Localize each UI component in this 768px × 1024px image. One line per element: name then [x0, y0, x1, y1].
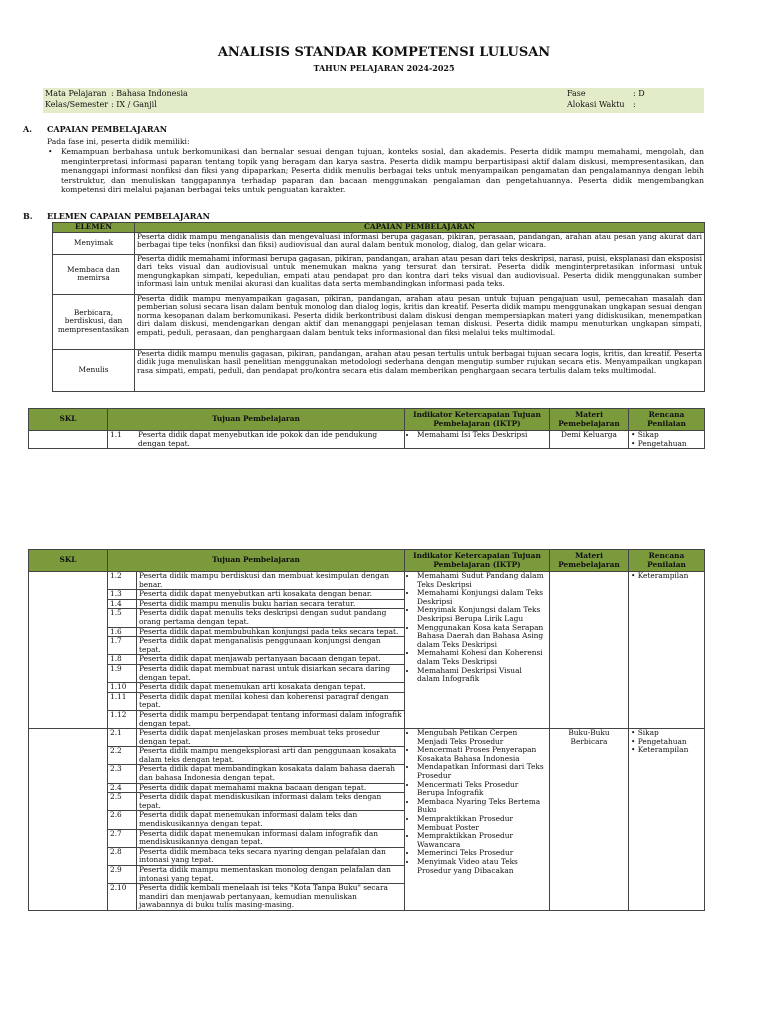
alokasi-label: Alokasi Waktu [567, 100, 625, 109]
tp-row [108, 747, 404, 765]
capaian-cell: Peserta didik mampu menganalisis dan mengevaluasi informasi berupa gagasan, pikiran, perasaan, pandangan, arahan atau pesan yang akurat dari berbagai tipe teks (nonfiksi dan fiksi) audiovisual dan aural dalam bentuk monolog, dialog, dan gelar wicara. [135, 232, 705, 254]
iktp-item: • Mempraktikkan Prosedur Membuat Poster [417, 815, 547, 832]
col-materi: Materi Pemebelajaran [550, 409, 629, 431]
section-a-intro: Pada fase ini, peserta didik memiliki: [47, 137, 190, 146]
tp-text: Peserta didik dapat membandingkan kosakata dalam bahasa daerah dan bahasa Indonesia dengan tepat. [139, 764, 395, 783]
tp-text: Peserta didik kembali menelaah isi teks "Kota Tanpa Buku" secara mandiri dan menjawab pertanyaan, kemudian menuliskan jawabannya di buku tulis masing-masing. [139, 883, 388, 910]
tp-row [108, 793, 404, 811]
tp-number: 2.8 [108, 848, 137, 865]
tp-number: 1.1 [110, 430, 122, 439]
iktp-item: • Menyimak Video atau Teks Prosedur yang Dibacakan [417, 858, 547, 875]
tp-number: 2.6 [108, 811, 137, 828]
tp-row [108, 572, 404, 590]
document-title: ANALISIS STANDAR KOMPETENSI LULUSAN [217, 45, 551, 60]
tp-text: Peserta didik dapat menemukan informasi dalam infografik dan mendiskusikannya dengan tepat. [139, 828, 378, 847]
iktp-item: • Memahami Sudut Pandang dalam Teks Deskripsi [417, 572, 547, 589]
table-row [53, 254, 705, 294]
tp-number: 1.4 [108, 600, 137, 609]
tp-text: Peserta didik dapat menganalisis penggunaan konjungsi dengan tepat. [139, 636, 381, 654]
penilaian-cell [629, 431, 705, 449]
tp-row [108, 637, 404, 655]
section-a-title: CAPAIAN PEMBELAJARAN [47, 124, 168, 134]
elemen-cell: Berbicara, berdiskusi, dan mempresentasikan [53, 294, 135, 349]
tp-text: Peserta didik mampu berpendapat tentang informasi dalam infografik dengan tepat. [139, 709, 402, 728]
skl-cell [29, 431, 108, 449]
iktp-item: • Mengubah Petikan Cerpen Menjadi Teks Prosedur [417, 729, 547, 746]
tp-text: Peserta didik dapat menulis teks deskripsi dengan sudut pandang orang pertama dengan tepat. [139, 608, 387, 626]
tp-number: 2.5 [108, 793, 137, 810]
skl-table-2 [28, 549, 705, 911]
iktp-item: • Memerinci Teks Prosedur [417, 849, 547, 858]
tp-text: Peserta didik mampu berdiskusi dan membuat kesimpulan dengan benar. [139, 571, 389, 589]
penilaian-item: • Pengetahuan [631, 438, 687, 448]
tp-number: 1.5 [108, 609, 137, 626]
tp-number: 2.7 [108, 830, 137, 847]
capaian-cell: Peserta didik mampu menulis gagasan, pikiran, pandangan, arahan atau pesan tertulis untuk berbagai tujuan secara logis, kritis, dan kreatif. Peserta didik juga menuliskan hasil penelitian menggunakan metodologi sederhana dengan mengutip sumber rujukan secara etis. Menyampaikan ungkapan rasa simpati, empati, peduli, dan pendapat pro/kontra secara etis dalam memberikan penghargaan secara tertulis dalam teks multimodal. [135, 349, 705, 391]
skl-cell [29, 729, 108, 911]
tujuan-cell [108, 572, 405, 729]
section-a-text: Kemampuan berbahasa untuk berkomunikasi dan bernalar sesuai dengan tujuan, konteks sosial, dan akademis. Peserta didik mampu memahami, mengolah, dan menginterpretasi informasi paparan tentang topik yang beragam dan karya sastra. Peserta didik mampu berpartisipasi aktif dalam diskusi, mempresentasikan, dan menanggapi informasi nonfiksi dan fiksi yang dipaparkan; Peserta didik menulis berbagai teks untuk menyampaikan pengamatan dan pengalamannya dengan lebih terstruktur, dan menuliskan tanggapannya terhadap paparan dan bacaan menggunakan pengalaman dan pengetahuannya. Peserta didik mengembangkan kompetensi diri melalui pajanan berbagai teks untuk penguatan karakter. [61, 147, 704, 195]
tp-row [108, 830, 404, 848]
iktp-item: • Menyimak Konjungsi dalam Teks Deskripsi Berupa Lirik Lagu [417, 606, 547, 623]
iktp-item: • Menggunakan Kosa kata Serapan Bahasa Daerah dan Bahasa Asing dalam Teks Deskripsi [417, 624, 547, 650]
tp-number: 2.1 [108, 729, 137, 746]
tp-text: Peserta didik dapat membubuhkan konjungsi pada teks secara tepat. [139, 626, 399, 636]
table-row [53, 232, 705, 254]
col-rencana: Rencana Penilaian [629, 409, 705, 431]
elemen-table [52, 222, 705, 392]
col-iktp: Indikator Ketercapaian Tujuan Pembelajaran (IKTP) [405, 409, 550, 431]
tp-text: Peserta didik dapat menjelaskan proses membuat teks prosedur dengan tepat. [139, 728, 380, 746]
iktp-item: • Mencermati Teks Prosedur Berupa Infografik [417, 781, 547, 798]
col-tujuan: Tujuan Pembelajaran [108, 550, 405, 572]
document-subtitle: TAHUN PELAJARAN 2024-2025 [313, 63, 455, 73]
tp-text: Peserta didik mampu mengeksplorasi arti dan penggunaan kosakata dalam teks dengan tepat. [139, 746, 397, 764]
tp-row [108, 609, 404, 627]
kelas-value: : IX / Ganjil [111, 100, 157, 109]
tujuan-cell [108, 431, 405, 449]
materi-cell: Demi Keluarga [550, 431, 629, 449]
iktp-item: • Memahami Kohesi dan Koherensi dalam Teks Deskripsi [417, 649, 547, 666]
fase-label: Fase [567, 89, 586, 98]
col-skl: SKL [29, 550, 108, 572]
tp-row [108, 729, 404, 747]
penilaian-item: • Pengetahuan [631, 736, 687, 746]
elemen-cell: Menulis [53, 349, 135, 391]
tp-text: Peserta didik dapat menemukan arti kosakata dengan tepat. [139, 682, 366, 692]
penilaian-item: • Sikap [631, 430, 659, 439]
penilaian-cell [629, 572, 705, 729]
tp-row [108, 811, 404, 829]
fase-value: : D [633, 89, 645, 98]
skl-table-1 [28, 408, 705, 449]
tp-row [108, 665, 404, 683]
tp-number: 1.8 [108, 655, 137, 664]
col-skl: SKL [29, 409, 108, 431]
materi-cell: Buku-Buku Berbicara [550, 729, 629, 911]
tp-text: Peserta didik dapat menyebutkan arti kosakata dengan benar. [139, 589, 373, 599]
tp-row [108, 693, 404, 711]
tp-text: Peserta didik dapat memahami makna bacaan dengan tepat. [139, 782, 367, 792]
tp-text: Peserta didik dapat mendiskusikan informasi dalam teks dengan tepat. [139, 792, 382, 810]
mapel-label: Mata Pelajaran [45, 89, 107, 98]
table-row [29, 431, 705, 449]
penilaian-item: • Keterampilan [631, 571, 689, 580]
col-materi: Materi Pemebelajaran [550, 550, 629, 572]
iktp-item: • Memahami Konjungsi dalam Teks Deskripsi [417, 589, 547, 606]
bullet-icon: • [48, 147, 53, 156]
section-b-title: ELEMEN CAPAIAN PEMBELAJARAN [47, 211, 210, 221]
iktp-item: • Mendapatkan Informasi dari Teks Prosedur [417, 763, 547, 780]
tp-number: 1.12 [108, 711, 137, 728]
iktp-item: • Mencermati Proses Penyerapan Kosakata Bahasa Indonesia [417, 746, 547, 763]
iktp-item: • Memahami Deskripsi Visual dalam Infografik [417, 667, 547, 684]
tp-text: Peserta didik dapat membuat narasi untuk disiarkan secara daring dengan tepat. [139, 663, 391, 682]
section-b-letter: B. [23, 211, 33, 221]
tp-text: Peserta didik membaca teks secara nyaring dengan pelafalan dan intonasi yang tepat. [139, 846, 386, 865]
elemen-cell: Menyimak [53, 232, 135, 254]
tp-number: 1.6 [108, 628, 137, 637]
alokasi-value: : [633, 100, 636, 109]
iktp-item: • Membaca Nyaring Teks Bertema Buku [417, 798, 547, 815]
tp-text: Peserta didik dapat menyebutkan ide pokok dan ide pendukung dengan tepat. [138, 430, 378, 448]
tp-number: 2.9 [108, 866, 137, 883]
tp-number: 1.9 [108, 665, 137, 682]
iktp-item: • Memahami Isi Teks Deskripsi [417, 431, 547, 440]
tp-text: Peserta didik mampu mementaskan monolog dengan pelafalan dan intonasi yang tepat. [139, 865, 391, 883]
tp-number: 1.11 [108, 693, 137, 710]
iktp-item: • Mempraktikkan Prosedur Wawancara [417, 832, 547, 849]
col-tujuan: Tujuan Pembelajaran [108, 409, 405, 431]
tujuan-cell [108, 729, 405, 911]
iktp-cell [405, 431, 550, 449]
capaian-cell: Peserta didik mampu menyampaikan gagasan, pikiran, pandangan, arahan atau pesan untuk tujuan pengajuan usul, pemecahan masalah dan pemberian solusi secara lisan dalam bentuk monolog dan dialog logis, kritis dan kreatif. Peserta didik mampu menggunakan ungkapan sesuai dengan norma kesopanan dalam berkomunikasi. Peserta didik berkontribusi dalam diskusi dengan mempersiapkan materi yang didiskusikan, menempatkan diri dalam diskusi, mendengarkan dengan aktif dan menanggapi penjelasan teman diskusi. Peserta didik mampu menuturkan ungkapan simpati, empati, peduli, perasaan, dan penghargaan dalam bentuk teks informasional dan fiksi melalui teks multimodal. [135, 294, 705, 349]
tp-number: 1.10 [108, 683, 137, 692]
tp-row [108, 711, 404, 728]
info-box [43, 88, 704, 113]
col-rencana: Rencana Penilaian [629, 550, 705, 572]
tp-row [108, 848, 404, 866]
iktp-cell [405, 572, 550, 729]
col-capaian: CAPAIAN PEMBELAJARAN [135, 223, 705, 233]
table-row [53, 294, 705, 349]
tp-text: Peserta didik dapat menemukan informasi dalam teks dan mendiskusikannya dengan tepat. [139, 810, 358, 829]
kelas-label: Kelas/Semester [45, 100, 109, 109]
table-row [53, 349, 705, 391]
table-row [29, 729, 705, 911]
tp-number: 2.10 [108, 884, 137, 910]
tp-text: Peserta didik dapat menjawab pertanyaan bacaan dengan tepat. [139, 654, 381, 664]
penilaian-item: • Sikap [631, 728, 659, 738]
tp-number: 2.4 [108, 784, 137, 793]
penilaian-cell [629, 729, 705, 911]
tp-row [108, 866, 404, 884]
tp-row [108, 884, 404, 910]
tp-text: Peserta didik dapat menilai kohesi dan koherensi paragraf dengan tepat. [139, 691, 389, 710]
tp-row [108, 765, 404, 783]
skl-cell [29, 572, 108, 729]
tp-text: Peserta didik mampu menulis buku harian secara teratur. [139, 598, 356, 608]
tp-number: 1.2 [108, 572, 137, 589]
tp-number: 1.7 [108, 637, 137, 654]
mapel-value: : Bahasa Indonesia [111, 89, 188, 98]
elemen-cell: Membaca dan memirsa [53, 254, 135, 294]
iktp-cell [405, 729, 550, 911]
tp-number: 2.3 [108, 765, 137, 782]
tp-number: 1.3 [108, 590, 137, 599]
col-elemen: ELEMEN [53, 223, 135, 233]
col-iktp: Indikator Ketercapaian Tujuan Pembelajaran (IKTP) [405, 550, 550, 572]
capaian-cell: Peserta didik memahami informasi berupa gagasan, pikiran, pandangan, arahan atau pesan dari teks deskripsi, narasi, puisi, eksplanasi dan eksposisi dari teks visual dan audiovisual untuk menemukan makna yang tersurat dan tersirat. Peserta didik menginterpretasikan informasi untuk mengungkapkan simpati, kepedulian, empati atau pendapat pro dan kontra dari teks visual dan audiovisual. Peserta didik menggunakan sumber informasi lain untuk menilai akurasi dan kualitas data serta membandingkan informasi pada teks. [135, 254, 705, 294]
tp-number: 2.2 [108, 747, 137, 764]
penilaian-item: • Keterampilan [631, 745, 689, 755]
table-row [29, 572, 705, 729]
materi-cell [550, 572, 629, 729]
section-a-letter: A. [23, 124, 32, 134]
